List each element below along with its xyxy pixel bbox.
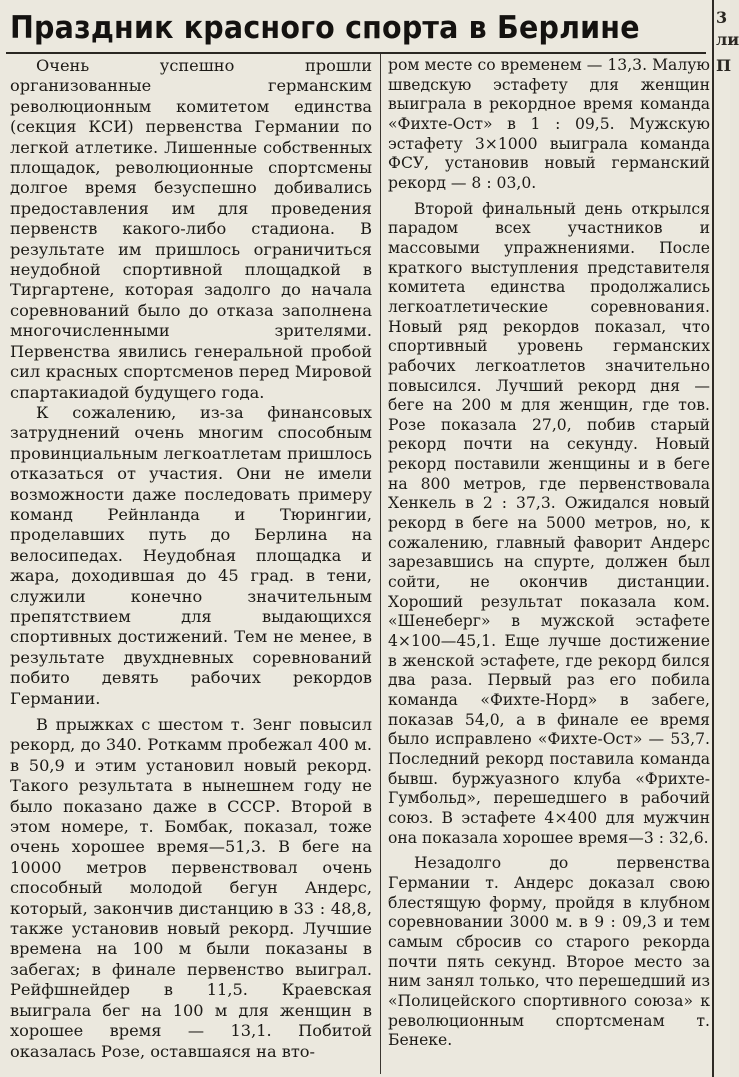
adjacent-column-fragment: ли bbox=[716, 30, 739, 49]
article-right-column bbox=[388, 56, 710, 1051]
paragraph: К сожалению, из-за финансовых затруднений очень многим способным провинциальным легкоатлетам пришлось отказаться от участия. Они не имели возможности даже последовать примеру команд Рейнланда и Тюрингии, проделавших путь до Берлина на велосипедах. Неудобная площадка и жара, доходившая до 45 град. в тени, служили конечно значительным препятствием для выдающихся спортивных достижений. Тем не менее, в результате двухдневных соревнований побито девять рабочих рекордов Германии. bbox=[10, 402, 372, 708]
adjacent-column-fragment: 3 bbox=[716, 8, 728, 27]
paragraph: ром месте со временем — 13,3. Малую шведскую эстафету для женщин выиграла в рекордное время команда «Фихте-Ост» в 1 : 09,5. Мужскую эстафету 3×1000 выиграла команда ФСУ, установив новый германский рекорд — 8 : 03,0. bbox=[388, 56, 710, 192]
paragraph: Незадолго до первенства Германии т. Андерс доказал свою блестящую форму, пройдя в клубном соревновании 3000 м. в 9 : 09,3 и тем самым сбросив со старого рекорда почти пять секунд. Второе место за ним занял только, что перешедший из «Полицейского спортивного союза» к революционным спортсменам т. Бенеке. bbox=[388, 854, 710, 1050]
article-left-column bbox=[10, 56, 372, 1062]
headline-rule bbox=[6, 52, 706, 54]
column-divider bbox=[380, 54, 381, 1074]
paragraph: В прыжках с шестом т. Зенг повысил рекорд, до 340. Роткамм пробежал 400 м. в 50,9 и этим установил новый рекорд. Такого результата в нынешнем году не было показано даже в СССР. Второй в этом номере, т. Бомбак, показал, тоже очень хорошее время—51,3. В беге на 10000 метров первенствовал очень способный молодой бегун Андерс, который, закончив дистанцию в 33 : 48,8, также установив новый рекорд. Лучшие времена на 100 м были показаны в забегах; в финале первенство выиграл. Рейфшнейдер в 11,5. Краевская выиграла бег на 100 м для женщин в хорошее время — 13,1. Побитой оказалась Розе, оставшаяся на вто- bbox=[10, 715, 372, 1061]
article-headline: Праздник красного спорта в Берлине bbox=[10, 10, 640, 46]
adjacent-column-rule bbox=[712, 0, 714, 1077]
paragraph: Второй финальный день открылся парадом всех участников и массовыми упражнениями. После краткого выступления представителя комитета единства продолжались легкоатлетические соревнования. Новый ряд рекордов показал, что спортивный уровень германских рабочих легкоатлетов значительно повысился. Лучший рекорд дня — беге на 200 м для женщин, где тов. Розе показала 27,0, побив старый рекорд почти на секунду. Новый рекорд поставили женщины и в беге на 800 метров, где первенствовала Хенкель в 2 : 37,3. Ожидался новый рекорд в беге на 5000 метров, но, к сожалению, главный фаворит Андерс зарезавшись на спурте, должен был сойти, не окончив дистанции. Хороший результат показала ком. «Шенеберг» в мужской эстафете 4×100—45,1. Еще лучше достижение в женской эстафете, где рекорд бился два раза. Первый раз его побила команда «Фихте-Норд» в забеге, показав 54,0, а в финале ее время было исправлено «Фихте-Ост» — 53,7. Последний рекорд поставила команда бывш. буржуазного клуба «Фрихте-Гумбольд», перешедшего в рабочий союз. В эстафете 4×400 для мужчин она показала хорошее время—3 : 32,6. bbox=[388, 199, 710, 847]
paragraph: Очень успешно прошли организованные германским революционным комитетом единства (секция КСИ) первенства Германии по легкой атлетике. Лишенные собственных площадок, революционные спортсмены долгое время безуспешно добивались предоставления им для проведения первенств какого-либо стадиона. В результате им пришлось ограничиться неудобной спортивной площадкой в Тиргартене, которая задолго до начала соревнований было до отказа заполнена многочисленными зрителями. Первенства явились генеральной пробой сил красных спортсменов перед Мировой спартакиадой будущего года. bbox=[10, 56, 372, 402]
adjacent-column-fragment: П bbox=[716, 56, 732, 75]
